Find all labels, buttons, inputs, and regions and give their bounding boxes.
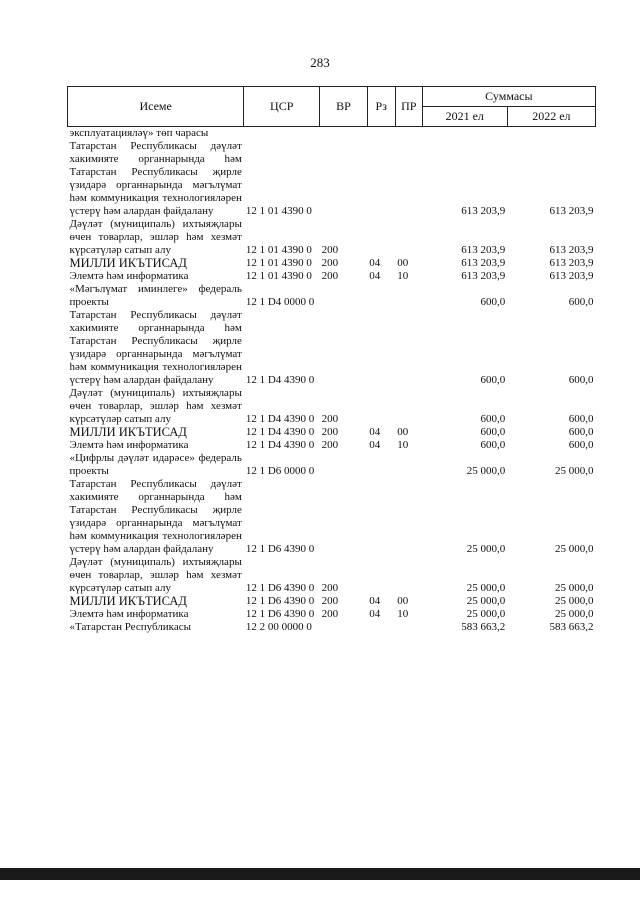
cell-name: Элемтә һәм информатика	[69, 270, 189, 282]
table-row	[68, 439, 596, 452]
budget-table	[67, 86, 596, 634]
cell-pr	[395, 140, 422, 218]
cell-rz	[367, 387, 395, 426]
cell-pr	[395, 621, 422, 634]
cell-pr: 10	[397, 270, 409, 282]
cell-csr: 12 1 D4 4390 0	[245, 426, 315, 438]
cell-y2: 613 203,9	[549, 270, 594, 282]
cell-rz	[367, 140, 395, 218]
cell-rz	[367, 283, 395, 309]
cell-rz: 04	[369, 608, 381, 620]
cell-csr: 12 1 D6 0000 0	[245, 465, 315, 477]
cell-vr: 200	[321, 439, 339, 451]
cell-rz	[367, 218, 395, 257]
cell-vr: 200	[321, 608, 339, 620]
cell-vr	[320, 283, 368, 309]
page-number: 283	[310, 55, 330, 70]
cell-csr: 12 2 00 0000 0	[245, 621, 312, 633]
cell-pr: 00	[397, 426, 409, 438]
cell-y2: 25 000,0	[555, 543, 594, 555]
cell-y2: 25 000,0	[555, 595, 594, 607]
cell-pr	[395, 452, 422, 478]
header-year-2021: 2021 ел	[422, 107, 507, 127]
cell-pr	[395, 478, 422, 556]
cell-pr	[395, 309, 422, 387]
cell-rz	[367, 127, 395, 141]
cell-vr: 200	[321, 270, 339, 282]
cell-name: Элемтә һәм информатика	[69, 608, 189, 620]
cell-vr	[320, 140, 368, 218]
table-row	[68, 478, 596, 556]
cell-y2: 25 000,0	[555, 465, 594, 477]
table-row	[68, 257, 596, 270]
cell-y1: 600,0	[480, 439, 506, 451]
cell-name: МИЛЛИ ИКЪТИСАД	[69, 425, 187, 439]
cell-csr: 12 1 D6 4390 0	[245, 543, 315, 555]
cell-y1: 613 203,9	[461, 244, 506, 256]
cell-y2: 600,0	[568, 374, 594, 386]
cell-pr	[395, 387, 422, 426]
table-row	[68, 309, 596, 387]
cell-csr: 12 1 D6 4390 0	[245, 582, 315, 594]
cell-y2: 613 203,9	[549, 244, 594, 256]
header-name: Исеме	[68, 87, 244, 127]
cell-csr: 12 1 01 4390 0	[245, 270, 312, 282]
header-rz: Рз	[367, 87, 395, 127]
table-header	[68, 87, 596, 127]
cell-pr	[395, 218, 422, 257]
cell-vr: 200	[321, 244, 339, 256]
cell-name: Дәүләт (муниципаль) ихтыяҗлары өчен товарлар, эшләр һәм хезмәт күрсәтүләр сатып алу	[69, 218, 242, 256]
table-row	[68, 387, 596, 426]
cell-y1: 613 203,9	[461, 205, 506, 217]
cell-name: Татарстан Республикасы дәүләт хакимияте органнарында һәм Татарстан Республикасы җирле үзидарә органнарында мәгълүмат һәм коммуникация технологияләрен үстерү һәм алардан файдалану	[69, 309, 242, 386]
cell-name: Татарстан Республикасы дәүләт хакимияте органнарында һәм Татарстан Республикасы җирле үзидарә органнарында мәгълүмат һәм коммуникация технологияләрен үстерү һәм алардан файдалану	[69, 478, 242, 555]
cell-vr: 200	[321, 257, 339, 269]
cell-y2: 613 203,9	[549, 205, 594, 217]
cell-name: МИЛЛИ ИКЪТИСАД	[69, 256, 187, 270]
cell-vr	[320, 478, 368, 556]
cell-csr: 12 1 D4 4390 0	[245, 374, 315, 386]
table-row	[68, 452, 596, 478]
scan-edge-bar	[0, 868, 640, 880]
cell-rz: 04	[369, 426, 381, 438]
cell-y1: 25 000,0	[466, 543, 506, 555]
cell-y2: 600,0	[568, 413, 594, 425]
cell-name: «Цифрлы дәүләт идарәсе» федераль проекты	[69, 452, 242, 477]
cell-csr: 12 1 01 4390 0	[245, 257, 312, 269]
cell-name: МИЛЛИ ИКЪТИСАД	[69, 594, 187, 608]
cell-vr	[320, 127, 368, 141]
cell-rz	[367, 556, 395, 595]
cell-rz	[367, 621, 395, 634]
cell-pr: 10	[397, 439, 409, 451]
cell-y1: 25 000,0	[466, 465, 506, 477]
cell-y2: 25 000,0	[555, 608, 594, 620]
cell-name: Дәүләт (муниципаль) ихтыяҗлары өчен товарлар, эшләр һәм хезмәт күрсәтүләр сатып алу	[69, 387, 242, 425]
cell-pr: 10	[397, 608, 409, 620]
cell-y2: 583 663,2	[549, 621, 594, 633]
header-csr: ЦСР	[244, 87, 320, 127]
cell-y1: 25 000,0	[466, 595, 506, 607]
table-row	[68, 270, 596, 283]
cell-name: Дәүләт (муниципаль) ихтыяҗлары өчен товарлар, эшләр һәм хезмәт күрсәтүләр сатып алу	[69, 556, 242, 594]
cell-csr	[244, 127, 320, 141]
cell-vr: 200	[321, 595, 339, 607]
cell-y1: 600,0	[480, 426, 506, 438]
cell-rz: 04	[369, 257, 381, 269]
table-row	[68, 426, 596, 439]
cell-vr	[320, 309, 368, 387]
cell-y1: 600,0	[480, 413, 506, 425]
cell-y2	[507, 127, 595, 141]
cell-y1: 613 203,9	[461, 257, 506, 269]
cell-name: Татарстан Республикасы дәүләт хакимияте органнарында һәм Татарстан Республикасы җирле үзидарә органнарында мәгълүмат һәм коммуникация технологияләрен үстерү һәм алардан файдалану	[69, 140, 242, 217]
cell-csr: 12 1 D4 4390 0	[245, 413, 315, 425]
cell-csr: 12 1 01 4390 0	[245, 205, 312, 217]
cell-vr	[320, 621, 368, 634]
cell-pr: 00	[397, 257, 409, 269]
cell-csr: 12 1 D4 4390 0	[245, 439, 315, 451]
table-row	[68, 608, 596, 621]
cell-rz: 04	[369, 595, 381, 607]
table-row	[68, 218, 596, 257]
header-pr: ПР	[395, 87, 422, 127]
cell-y2: 600,0	[568, 439, 594, 451]
cell-y1	[422, 127, 507, 141]
cell-name: «Мәгълүмат иминлеге» федераль проекты	[69, 283, 242, 308]
cell-csr: 12 1 D6 4390 0	[245, 608, 315, 620]
table-row	[68, 127, 596, 141]
cell-y1: 613 203,9	[461, 270, 506, 282]
cell-vr	[320, 452, 368, 478]
cell-vr: 200	[321, 413, 339, 425]
cell-rz	[367, 478, 395, 556]
cell-csr: 12 1 D4 0000 0	[245, 296, 315, 308]
cell-pr	[395, 283, 422, 309]
cell-vr: 200	[321, 426, 339, 438]
cell-y1: 25 000,0	[466, 582, 506, 594]
cell-name: эксплуатацияләү» төп чарасы	[69, 127, 209, 139]
cell-y1: 583 663,2	[461, 621, 506, 633]
cell-y2: 600,0	[568, 296, 594, 308]
cell-pr: 00	[397, 595, 409, 607]
cell-y2: 613 203,9	[549, 257, 594, 269]
header-year-2022: 2022 ел	[507, 107, 595, 127]
cell-rz	[367, 309, 395, 387]
table-row	[68, 595, 596, 608]
cell-y2: 600,0	[568, 426, 594, 438]
cell-pr	[395, 127, 422, 141]
table-row	[68, 621, 596, 634]
table-row	[68, 140, 596, 218]
cell-y1: 25 000,0	[466, 608, 506, 620]
cell-y1: 600,0	[480, 374, 506, 386]
cell-pr	[395, 556, 422, 595]
cell-rz	[367, 452, 395, 478]
table-row	[68, 556, 596, 595]
cell-csr: 12 1 D6 4390 0	[245, 595, 315, 607]
cell-name: Элемтә һәм информатика	[69, 439, 189, 451]
table-row	[68, 283, 596, 309]
cell-y2: 25 000,0	[555, 582, 594, 594]
cell-name: «Татарстан Республикасы	[69, 621, 191, 633]
cell-y1: 600,0	[480, 296, 506, 308]
cell-rz: 04	[369, 270, 381, 282]
cell-rz: 04	[369, 439, 381, 451]
header-sums: Суммасы	[422, 87, 595, 107]
cell-vr: 200	[321, 582, 339, 594]
header-vr: ВР	[320, 87, 368, 127]
table-body	[68, 127, 596, 635]
cell-csr: 12 1 01 4390 0	[245, 244, 312, 256]
